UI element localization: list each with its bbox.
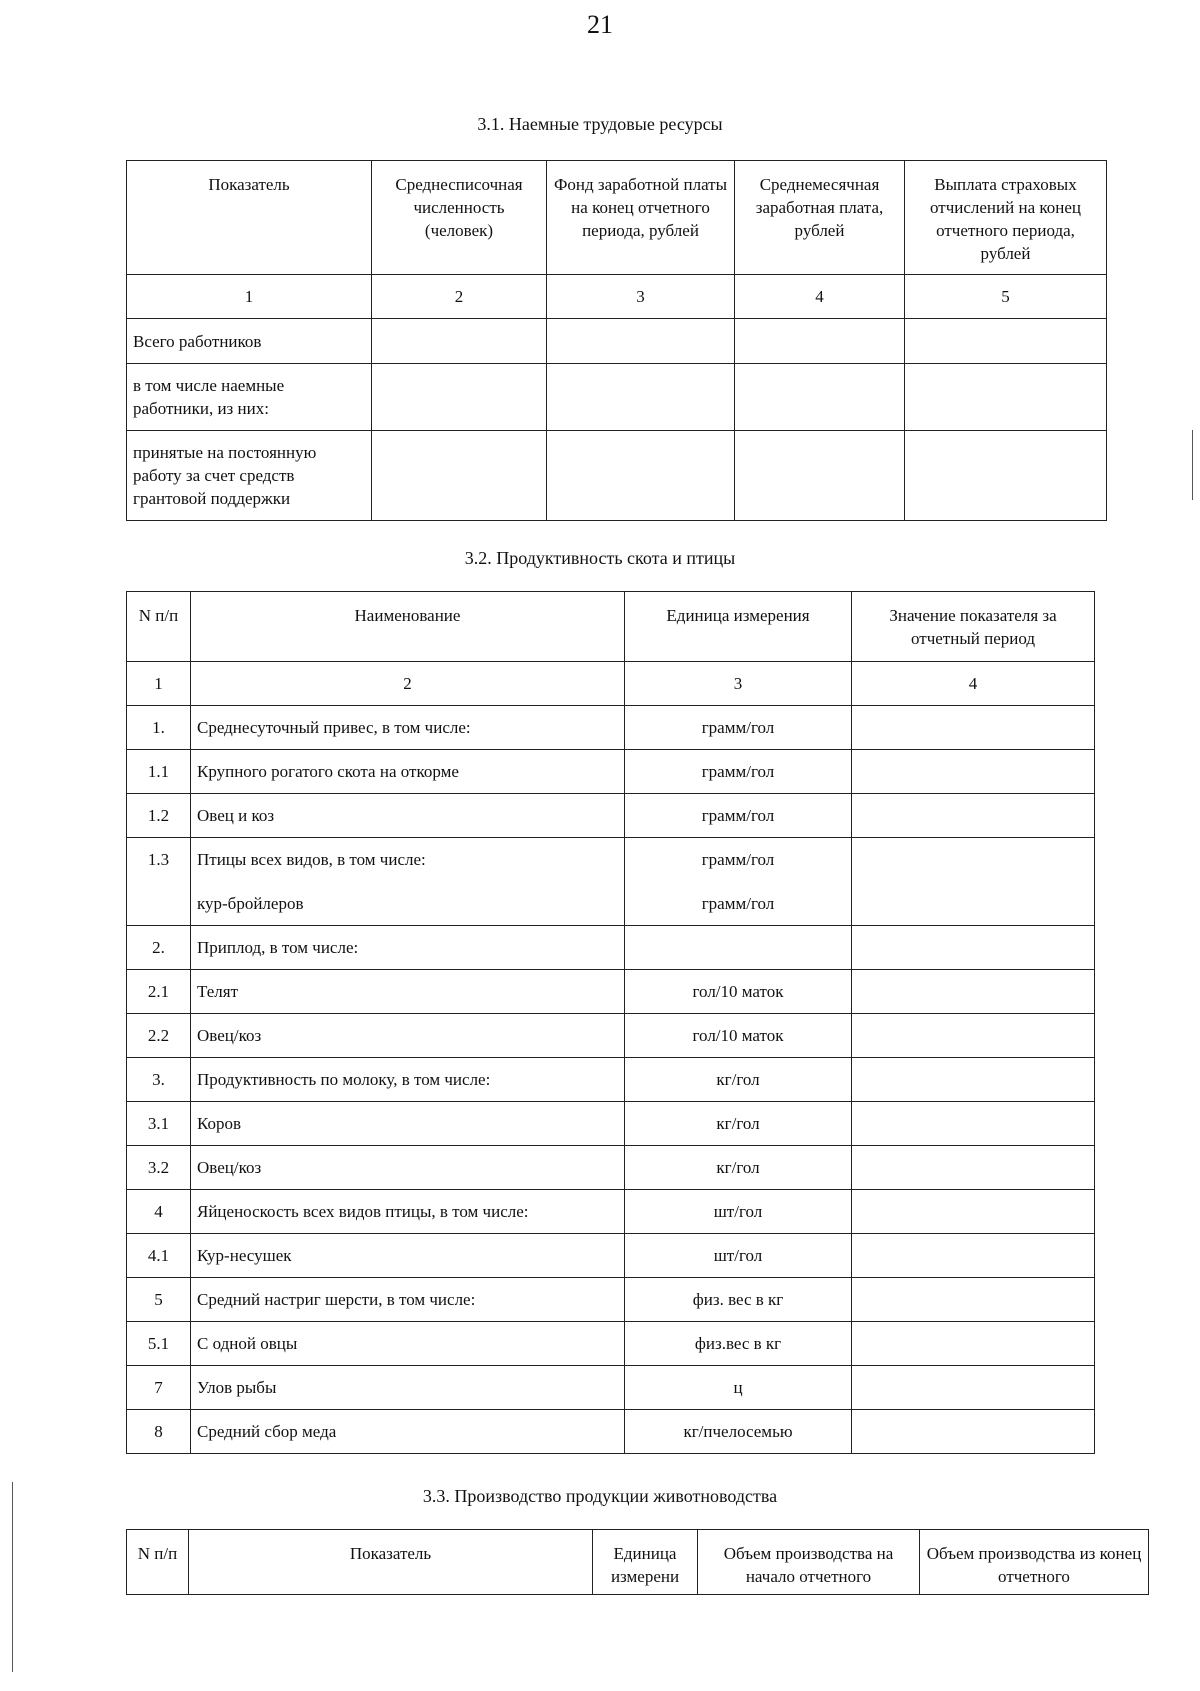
row-total-workers: Всего работников <box>127 319 372 364</box>
row-name: Коров <box>191 1102 625 1146</box>
header-number: N п/п <box>127 1530 189 1595</box>
row-unit: гол/10 маток <box>625 970 852 1014</box>
header-avg-monthly-wage: Среднемесячная заработная плата, рублей <box>735 161 905 275</box>
row-unit: физ.вес в кг <box>625 1322 852 1366</box>
row-value-cell[interactable] <box>852 926 1095 970</box>
section-title-3-2: 3.2. Продуктивность скота и птицы <box>464 548 736 568</box>
row-hired-workers: в том числе наемные работники, из них: <box>127 364 372 431</box>
row-number: 1.2 <box>127 794 191 838</box>
row-number: 2.1 <box>127 970 191 1014</box>
table-cell[interactable] <box>372 431 547 521</box>
table-row <box>127 1322 1095 1366</box>
header-value: Значение показателя за отчетный период <box>852 592 1095 662</box>
table-row <box>127 1058 1095 1102</box>
row-number: 1. <box>127 706 191 750</box>
table-row <box>127 750 1095 794</box>
header-indicator: Показатель <box>127 161 372 275</box>
row-unit: шт/гол <box>625 1190 852 1234</box>
table-row <box>127 838 1095 926</box>
row-name: Продуктивность по молоку, в том числе: <box>191 1058 625 1102</box>
row-number: 2.2 <box>127 1014 191 1058</box>
livestock-productivity-table <box>126 591 1095 1454</box>
row-unit: шт/гол <box>625 1234 852 1278</box>
row-unit: грамм/гол <box>625 794 852 838</box>
header-indicator: Показатель <box>189 1530 593 1595</box>
table-cell[interactable] <box>735 364 905 431</box>
table-row <box>127 1366 1095 1410</box>
table-cell[interactable] <box>547 364 735 431</box>
row-value-cell[interactable] <box>852 1366 1095 1410</box>
header-avg-headcount: Среднесписочная численность (человек) <box>372 161 547 275</box>
row-number: 4 <box>127 1190 191 1234</box>
col-number: 4 <box>852 662 1095 706</box>
row-value-cell[interactable] <box>852 1058 1095 1102</box>
scan-edge-line <box>12 1482 13 1672</box>
header-name: Наименование <box>191 592 625 662</box>
table-row <box>127 1014 1095 1058</box>
table-cell[interactable] <box>372 364 547 431</box>
row-unit: кг/пчелосемью <box>625 1410 852 1454</box>
row-unit: физ. вес в кг <box>625 1278 852 1322</box>
row-unit: гол/10 маток <box>625 1014 852 1058</box>
col-number: 2 <box>372 275 547 319</box>
row-unit: грамм/гол <box>625 750 852 794</box>
col-number: 3 <box>547 275 735 319</box>
table-row <box>127 1234 1095 1278</box>
row-name: Крупного рогатого скота на откорме <box>191 750 625 794</box>
row-value-cell[interactable] <box>852 1190 1095 1234</box>
row-unit: ц <box>625 1366 852 1410</box>
row-value-cell[interactable] <box>852 706 1095 750</box>
livestock-production-table <box>126 1529 1149 1595</box>
table-row <box>127 1278 1095 1322</box>
row-name: Приплод, в том числе: <box>191 926 625 970</box>
row-name: Средний сбор меда <box>191 1410 625 1454</box>
scan-edge-line <box>1192 430 1193 500</box>
row-unit <box>625 838 852 926</box>
row-subname-line: кур-бройлеров <box>197 894 304 913</box>
row-unit: грамм/гол <box>625 706 852 750</box>
row-unit: кг/гол <box>625 1058 852 1102</box>
row-number: 1.3 <box>127 838 191 926</box>
row-subunit-line: грамм/гол <box>701 894 775 913</box>
table-row <box>127 926 1095 970</box>
col-number: 2 <box>191 662 625 706</box>
row-number: 3. <box>127 1058 191 1102</box>
header-unit: Единица измерени <box>593 1530 698 1595</box>
table-cell[interactable] <box>372 319 547 364</box>
row-name: Овец и коз <box>191 794 625 838</box>
header-number: N п/п <box>127 592 191 662</box>
row-grant-hired: принятые на постоянную работу за счет средств грантовой поддержки <box>127 431 372 521</box>
row-value-cell[interactable] <box>852 1102 1095 1146</box>
row-name: Телят <box>191 970 625 1014</box>
table-row <box>127 970 1095 1014</box>
table-row <box>127 706 1095 750</box>
row-name: Овец/коз <box>191 1014 625 1058</box>
row-number: 1.1 <box>127 750 191 794</box>
row-number: 3.1 <box>127 1102 191 1146</box>
row-name: Среднесуточный привес, в том числе: <box>191 706 625 750</box>
table-cell[interactable] <box>735 319 905 364</box>
col-number: 5 <box>905 275 1107 319</box>
table-row <box>127 1410 1095 1454</box>
table-cell[interactable] <box>547 431 735 521</box>
row-value-cell[interactable] <box>852 838 1095 926</box>
table-cell[interactable] <box>735 431 905 521</box>
table-cell[interactable] <box>905 431 1107 521</box>
header-unit: Единица измерения <box>625 592 852 662</box>
table-cell[interactable] <box>905 364 1107 431</box>
row-name: Овец/коз <box>191 1146 625 1190</box>
col-number: 1 <box>127 662 191 706</box>
table-row <box>127 794 1095 838</box>
row-unit-line: грамм/гол <box>701 850 775 869</box>
row-number: 8 <box>127 1410 191 1454</box>
row-unit <box>625 926 852 970</box>
row-value-cell[interactable] <box>852 794 1095 838</box>
header-volume-start: Объем производства на начало отчетного <box>698 1530 920 1595</box>
row-value-cell[interactable] <box>852 750 1095 794</box>
row-value-cell[interactable] <box>852 970 1095 1014</box>
row-number: 2. <box>127 926 191 970</box>
row-unit: кг/гол <box>625 1146 852 1190</box>
row-name: Кур-несушек <box>191 1234 625 1278</box>
col-number: 4 <box>735 275 905 319</box>
row-name-line: Птицы всех видов, в том числе: <box>197 850 426 869</box>
row-number: 5.1 <box>127 1322 191 1366</box>
row-name: Улов рыбы <box>191 1366 625 1410</box>
section-title-3-1: 3.1. Наемные трудовые ресурсы <box>477 114 723 134</box>
row-value-cell[interactable] <box>852 1410 1095 1454</box>
header-volume-end: Объем производства из конец отчетного <box>920 1530 1149 1595</box>
col-number: 3 <box>625 662 852 706</box>
row-value-cell[interactable] <box>852 1278 1095 1322</box>
row-number: 5 <box>127 1278 191 1322</box>
header-insurance-payments: Выплата страховых отчислений на конец отчетного периода, рублей <box>905 161 1107 275</box>
table-row <box>127 1102 1095 1146</box>
row-number: 7 <box>127 1366 191 1410</box>
row-name: Яйценоскость всех видов птицы, в том числе: <box>191 1190 625 1234</box>
row-number: 3.2 <box>127 1146 191 1190</box>
table-cell[interactable] <box>905 319 1107 364</box>
row-value-cell[interactable] <box>852 1146 1095 1190</box>
row-unit: кг/гол <box>625 1102 852 1146</box>
row-value-cell[interactable] <box>852 1234 1095 1278</box>
col-number: 1 <box>127 275 372 319</box>
page-number: 21 <box>587 10 613 39</box>
table-cell[interactable] <box>547 319 735 364</box>
row-value-cell[interactable] <box>852 1322 1095 1366</box>
table-row <box>127 1146 1095 1190</box>
table-row <box>127 1190 1095 1234</box>
row-name <box>191 838 625 926</box>
row-name: Средний настриг шерсти, в том числе: <box>191 1278 625 1322</box>
section-title-3-3: 3.3. Производство продукции животноводства <box>422 1486 778 1506</box>
labor-resources-table <box>126 160 1107 521</box>
row-name: С одной овцы <box>191 1322 625 1366</box>
header-wage-fund: Фонд заработной платы на конец отчетного периода, рублей <box>547 161 735 275</box>
row-value-cell[interactable] <box>852 1014 1095 1058</box>
row-number: 4.1 <box>127 1234 191 1278</box>
